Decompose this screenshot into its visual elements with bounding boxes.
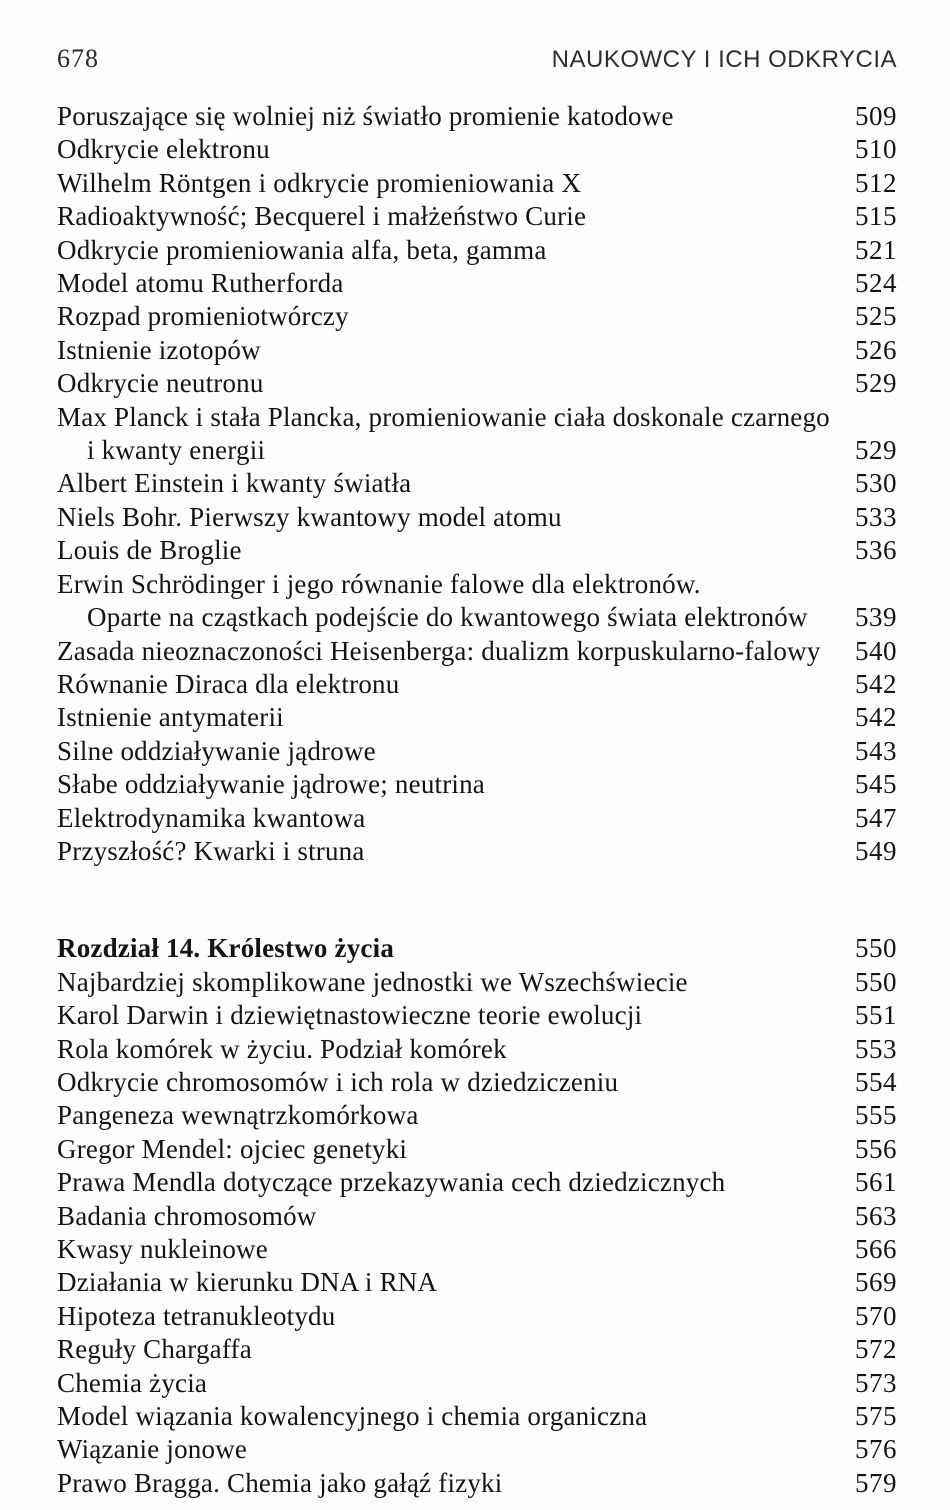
toc-entry-page-number: 576 — [855, 1434, 897, 1465]
toc-entry-page-number: 524 — [855, 268, 897, 299]
toc-entry-title: Odkrycie chromosomów i ich rola w dziedziczeniu — [57, 1066, 619, 1097]
toc-entry-title: Karol Darwin i dziewiętnastowieczne teorie ewolucji — [57, 1000, 643, 1031]
toc-entry-row — [57, 1333, 897, 1366]
toc-entry-page-number: 556 — [855, 1133, 897, 1164]
toc-entry-title: Istnienie izotopów — [57, 334, 261, 365]
toc-entry-page-number: 536 — [855, 535, 897, 566]
toc-entry-row — [57, 1233, 897, 1266]
toc-entry-title: Rozpad promieniotwórczy — [57, 301, 349, 332]
toc-entry-title: Silne oddziaływanie jądrowe — [57, 735, 376, 766]
toc-entry-page-number: 529 — [855, 368, 897, 399]
toc-entry-title: Równanie Diraca dla elektronu — [57, 668, 400, 699]
toc-entry-title: Reguły Chargaffa — [57, 1334, 252, 1365]
toc-entry-page-number: 525 — [855, 301, 897, 332]
toc-entry-page-number: 579 — [855, 1467, 897, 1498]
toc-entry-page-number: 555 — [855, 1100, 897, 1131]
toc-entry-row — [57, 966, 897, 999]
toc-entry-page-number: 533 — [855, 501, 897, 532]
toc-entry-row — [57, 1433, 897, 1466]
toc-entry-page-number: 542 — [855, 668, 897, 699]
toc-entry-title: Prawo Bragga. Chemia jako gałąź fizyki — [57, 1467, 503, 1498]
toc-entry-page-number: 547 — [855, 802, 897, 833]
toc-entry-title: Poruszające się wolniej niż światło promienie katodowe — [57, 101, 674, 131]
toc-entry-row — [57, 167, 897, 200]
toc-entry-page-number: 569 — [855, 1267, 897, 1298]
table-of-contents — [57, 100, 897, 1500]
toc-entry-row — [57, 1467, 897, 1500]
toc-entry-row — [57, 802, 897, 835]
toc-entry-page-number: 540 — [855, 635, 897, 666]
toc-entry-page-number: 509 — [855, 101, 897, 131]
toc-entry-title: Elektrodynamika kwantowa — [57, 802, 366, 833]
toc-entry-title: Prawa Mendla dotyczące przekazywania cech dziedzicznych — [57, 1167, 726, 1198]
toc-entry-title: Rola komórek w życiu. Podział komórek — [57, 1033, 507, 1064]
toc-entry-title: Słabe oddziaływanie jądrowe; neutrina — [57, 769, 485, 800]
toc-entry-title: Przyszłość? Kwarki i struna — [57, 835, 365, 866]
toc-entry-title: Radioaktywność; Becquerel i małżeństwo Curie — [57, 201, 587, 232]
toc-entry-row — [57, 100, 897, 133]
toc-entry-row — [57, 334, 897, 367]
toc-entry-title: Badania chromosomów — [57, 1200, 317, 1231]
toc-entry-title: Kwasy nukleinowe — [57, 1234, 268, 1264]
toc-entry-page-number: 563 — [855, 1200, 897, 1231]
toc-entry-title: Niels Bohr. Pierwszy kwantowy model atomu — [57, 501, 562, 532]
toc-entry-row — [57, 1200, 897, 1233]
toc-entry-row — [57, 434, 897, 467]
toc-entry-row — [57, 999, 897, 1032]
toc-entry-title: Chemia życia — [57, 1367, 208, 1398]
toc-entry-title: Hipoteza tetranukleotydu — [57, 1300, 336, 1331]
toc-entry-row — [57, 234, 897, 267]
toc-entry-page-number: 512 — [855, 167, 897, 198]
toc-entry-row — [57, 467, 897, 500]
toc-entry-row — [57, 568, 897, 601]
page-header — [57, 44, 897, 74]
toc-entry-row — [57, 1367, 897, 1400]
toc-entry-page-number: 521 — [855, 234, 897, 265]
toc-entry-page-number: 551 — [855, 1000, 897, 1031]
toc-entry-row — [57, 668, 897, 701]
toc-entry-row — [57, 1266, 897, 1299]
toc-entry-page-number: 510 — [855, 134, 897, 165]
toc-entry-title: Odkrycie promieniowania alfa, beta, gamma — [57, 234, 547, 265]
toc-entry-row — [57, 1300, 897, 1333]
toc-entry-title: Działania w kierunku DNA i RNA — [57, 1267, 438, 1298]
toc-entry-title: Albert Einstein i kwanty światła — [57, 468, 412, 499]
toc-entry-row — [57, 768, 897, 801]
toc-entry-page-number: 515 — [855, 201, 897, 232]
toc-entry-title: Max Planck i stała Plancka, promieniowanie ciała doskonale czarnego — [57, 401, 830, 432]
toc-entry-title: Istnienie antymaterii — [57, 702, 284, 733]
toc-entry-page-number: 550 — [855, 933, 897, 964]
toc-entry-row — [57, 701, 897, 734]
toc-entry-title: Odkrycie neutronu — [57, 368, 264, 399]
toc-entry-row — [57, 133, 897, 166]
toc-entry-title: Model atomu Rutherforda — [57, 268, 344, 299]
toc-entry-page-number: 550 — [855, 966, 897, 997]
running-header-title: NAUKOWCY I ICH ODKRYCIA — [551, 46, 897, 73]
toc-entry-row — [57, 367, 897, 400]
toc-entry-row — [57, 835, 897, 868]
chapter-heading-title: Rozdział 14. Królestwo życia — [57, 933, 395, 964]
toc-entry-page-number: 539 — [855, 602, 897, 633]
toc-entry-row — [57, 401, 897, 434]
toc-entry-row — [57, 200, 897, 233]
chapter-heading-row — [57, 932, 897, 965]
toc-entry-title: Pangeneza wewnątrzkomórkowa — [57, 1100, 419, 1131]
toc-entry-page-number: 573 — [855, 1367, 897, 1398]
toc-entry-page-number: 545 — [855, 769, 897, 800]
toc-entry-page-number: 566 — [855, 1234, 897, 1264]
toc-entry-row — [57, 735, 897, 768]
toc-entry-page-number: 553 — [855, 1033, 897, 1064]
toc-entry-title: Najbardziej skomplikowane jednostki we Wszechświecie — [57, 966, 688, 997]
toc-entry-page-number: 542 — [855, 702, 897, 733]
toc-entry-title: Wilhelm Röntgen i odkrycie promieniowania X — [57, 167, 582, 198]
toc-entry-row — [57, 267, 897, 300]
toc-entry-title: Erwin Schrödinger i jego równanie falowe dla elektronów. — [57, 568, 701, 599]
toc-entry-row — [57, 1133, 897, 1166]
toc-entry-title: i kwanty energii — [87, 435, 266, 466]
toc-entry-page-number: 530 — [855, 468, 897, 499]
toc-entry-row — [57, 534, 897, 567]
toc-entry-row — [57, 300, 897, 333]
toc-entry-page-number: 575 — [855, 1401, 897, 1432]
toc-entry-row — [57, 601, 897, 634]
toc-entry-row — [57, 1099, 897, 1132]
toc-entry-row — [57, 501, 897, 534]
toc-entry-title: Wiązanie jonowe — [57, 1434, 248, 1465]
toc-entry-title: Zasada nieoznaczoności Heisenberga: dualizm korpuskularno-falowy — [57, 635, 821, 666]
toc-entry-page-number: 570 — [855, 1300, 897, 1331]
toc-entry-title: Model wiązania kowalencyjnego i chemia organiczna — [57, 1401, 648, 1432]
toc-entry-title: Odkrycie elektronu — [57, 134, 270, 165]
toc-entry-page-number: 543 — [855, 735, 897, 766]
toc-entry-title: Louis de Broglie — [57, 535, 242, 566]
toc-entry-row — [57, 1400, 897, 1433]
toc-entry-row — [57, 1066, 897, 1099]
toc-entry-row — [57, 1033, 897, 1066]
toc-entry-page-number: 572 — [855, 1334, 897, 1365]
toc-entry-page-number: 529 — [855, 435, 897, 466]
toc-entry-page-number: 549 — [855, 835, 897, 866]
toc-entry-page-number: 561 — [855, 1167, 897, 1198]
toc-entry-title: Oparte na cząstkach podejście do kwantowego świata elektronów — [87, 602, 808, 633]
toc-entry-row — [57, 635, 897, 668]
toc-entry-row — [57, 1166, 897, 1199]
toc-entry-page-number: 554 — [855, 1066, 897, 1097]
toc-entry-title: Gregor Mendel: ojciec genetyki — [57, 1133, 408, 1164]
page-number: 678 — [57, 44, 99, 73]
toc-entry-page-number: 526 — [855, 334, 897, 365]
